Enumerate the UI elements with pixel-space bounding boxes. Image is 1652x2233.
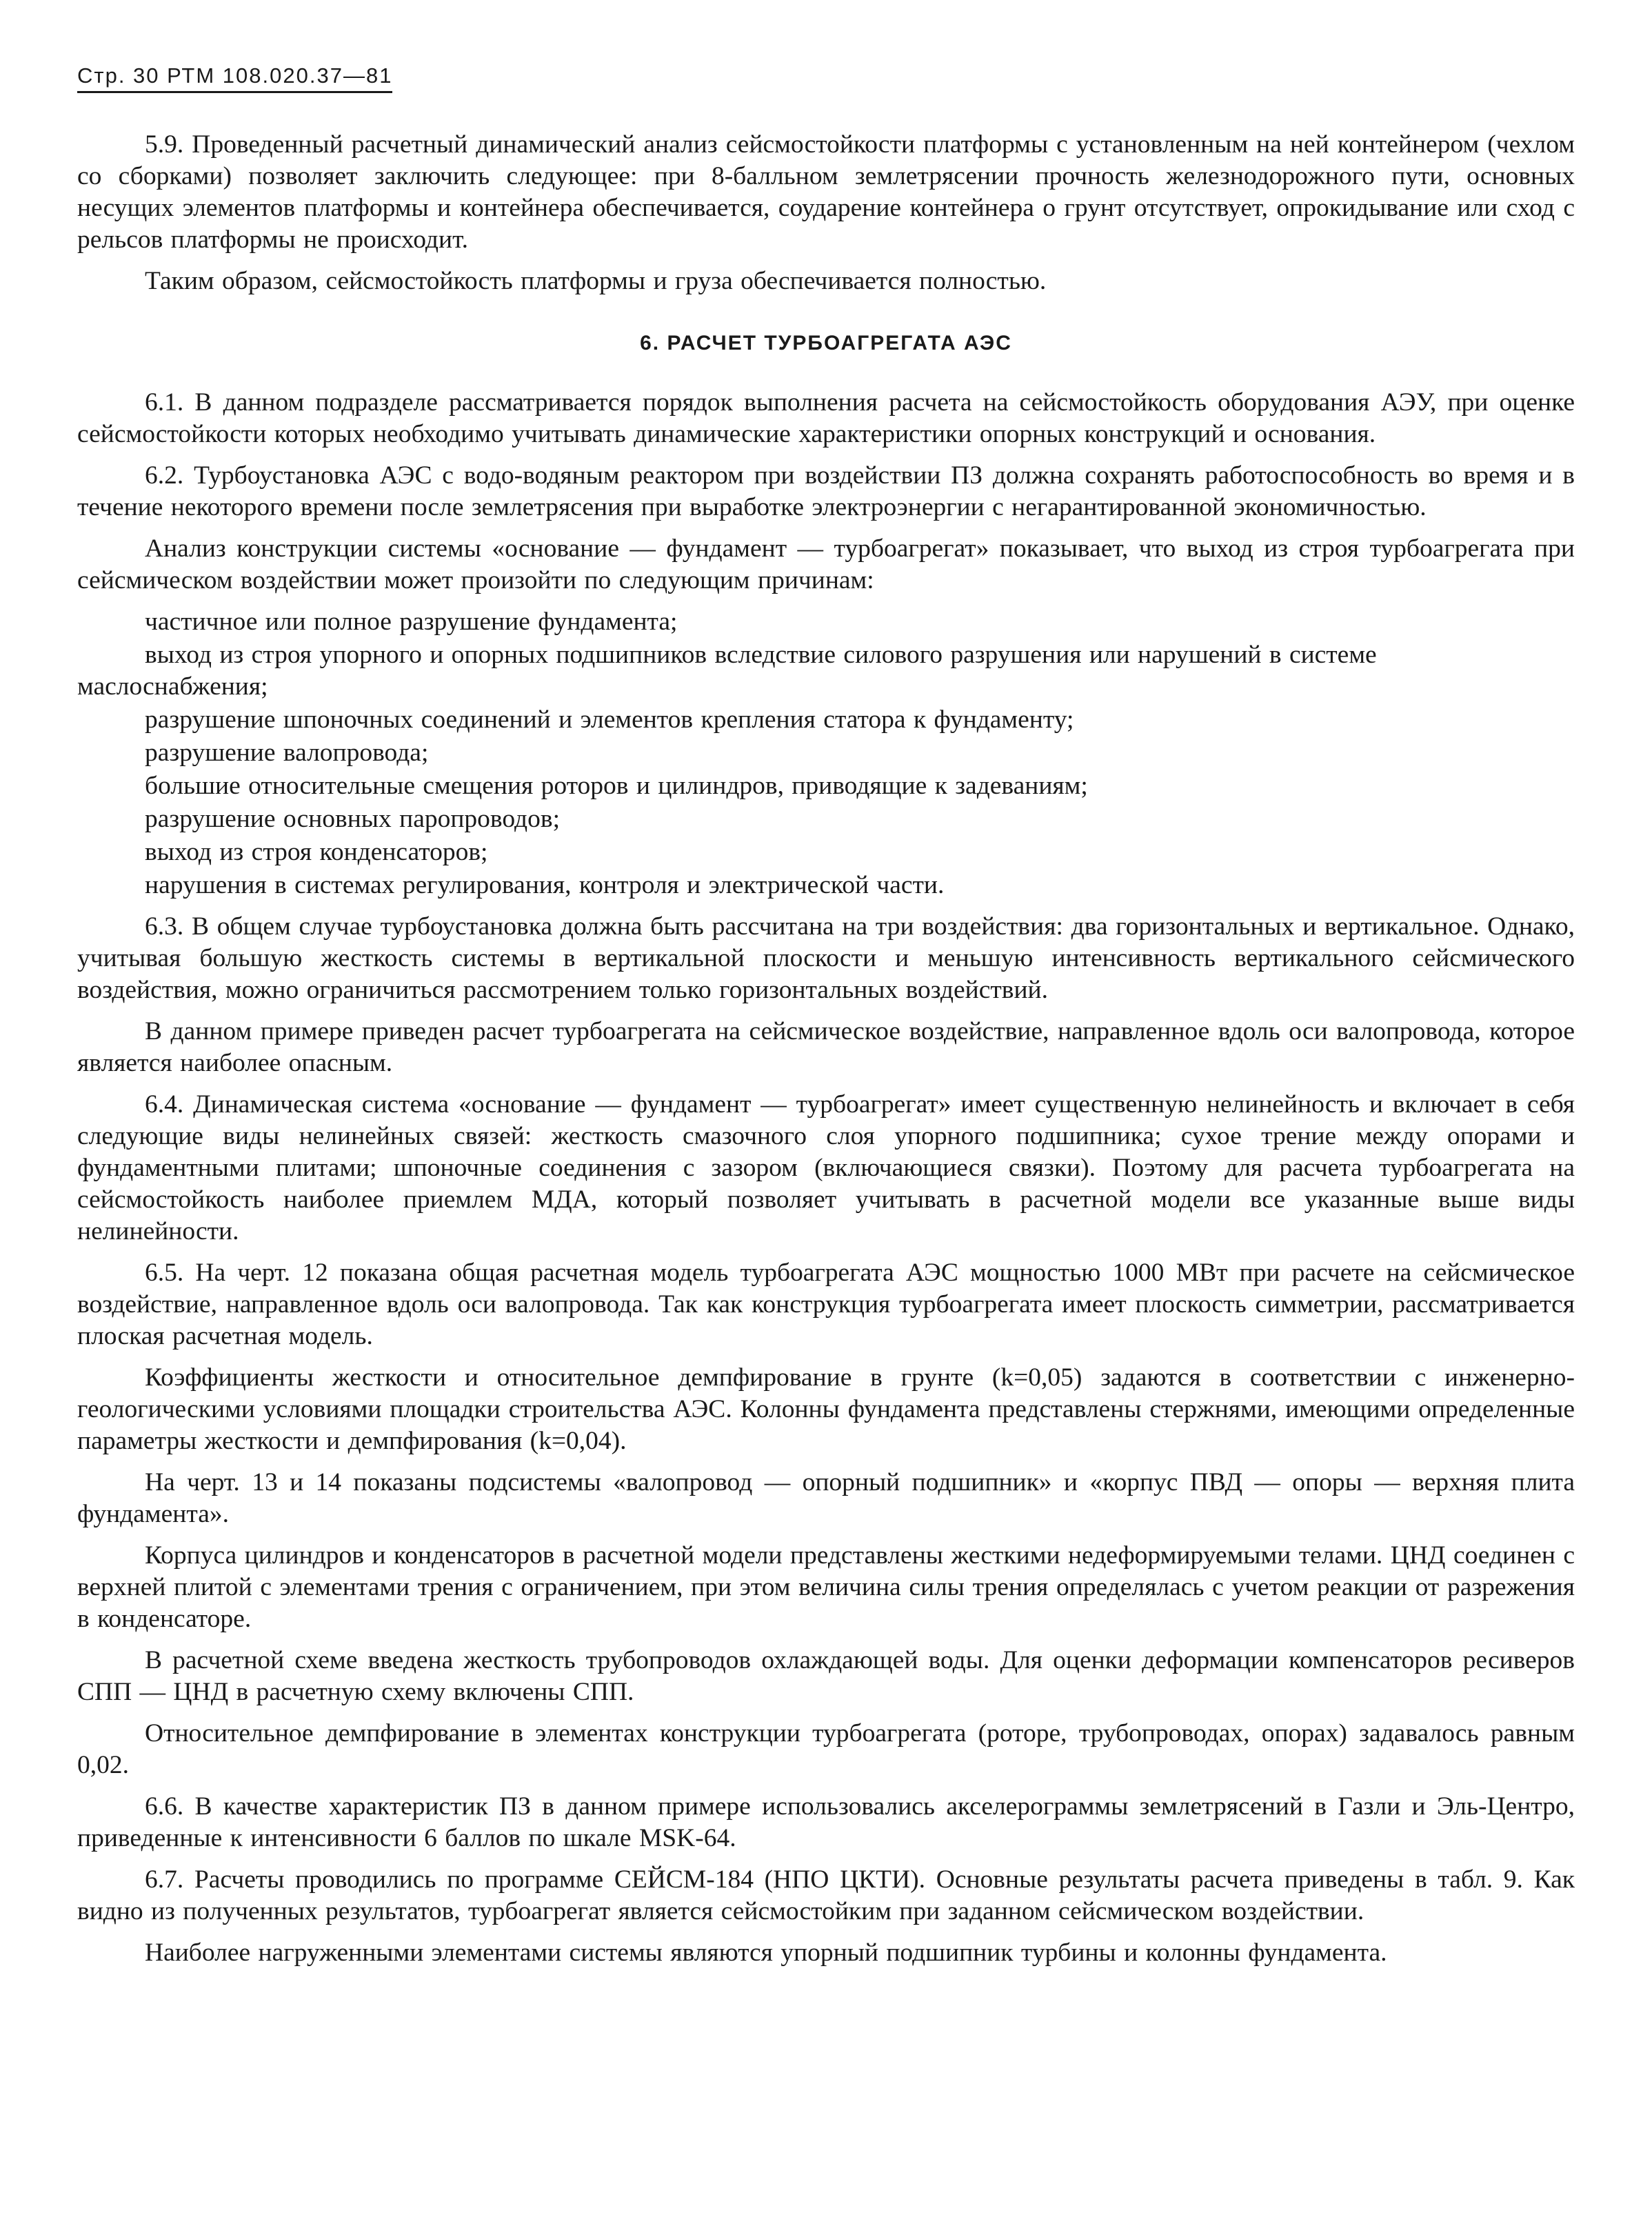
paragraph-coefficients: Коэффициенты жесткости и относительное демпфирование в грунте (k=0,05) задаются в соответствии с инженерно-геологическими условиями площадки строительства АЭС. Колонны фундамента представлены стержнями, имеющими определенные параметры жесткости и демпфирования (k=0,04). (77, 1363, 1575, 1455)
paragraph-6-5: 6.5. На черт. 12 показана общая расчетная модель турбоагрегата АЭС мощностью 1000 МВт при расчете на сейсмическое воздействие, направленное вдоль оси валопровода. Так как конструкция турбоагрегата имеет плоскость симметрии, рассматривается плоская расчетная модель. (77, 1259, 1575, 1350)
paragraph-6-7: 6.7. Расчеты проводились по программе СЕЙСМ-184 (НПО ЦКТИ). Основные результаты расчета приведены в табл. 9. Как видно из полученных результатов, турбоагрегат является сейсмостойким при заданном сейсмическом воздействии. (77, 1865, 1575, 1925)
paragraph-6-1: 6.1. В данном подразделе рассматривается порядок выполнения расчета на сейсмостойкость оборудования АЭУ, при оценке сейсмостойкости которых необходимо учитывать динамические характеристики опорных конструкций и основания. (77, 388, 1575, 448)
cause-item: нарушения в системах регулирования, контроля и электрической части. (145, 871, 945, 899)
cause-item: разрушение шпоночных соединений и элементов крепления статора к фундаменту; (145, 705, 1074, 734)
paragraph-loaded-elements: Наиболее нагруженными элементами системы являются упорный подшипник турбины и колонны фундамента. (145, 1939, 1387, 1967)
cause-item: большие относительные смещения роторов и цилиндров, приводящие к задеваниям; (145, 772, 1088, 800)
paragraph-example: В данном примере приведен расчет турбоагрегата на сейсмическое воздействие, направленное вдоль оси валопровода, которое является наиболее опасным. (77, 1017, 1575, 1077)
paragraph-damping: Относительное демпфирование в элементах конструкции турбоагрегата (роторе, трубопроводах, опорах) задавалось равным 0,02. (77, 1719, 1575, 1779)
section-title: 6. РАСЧЕТ ТУРБОАГРЕГАТА АЭС (640, 332, 1012, 354)
document-page (77, 63, 1575, 1979)
cause-item: разрушение валопровода; (145, 739, 429, 767)
paragraph-conclusion: Таким образом, сейсмостойкость платформы и груза обеспечивается полностью. (145, 267, 1047, 295)
cause-item: разрушение основных паропроводов; (145, 805, 560, 833)
paragraph-5-9: 5.9. Проведенный расчетный динамический анализ сейсмостойкости платформы с установленным на ней контейнером (чехлом со сборками) позволяет заключить следующее: при 8-балльном землетрясении прочность железнодорожного пути, основных несущих элементов платформы и контейнера обеспечивается, соударение контейнера о грунт отсутствует, опрокидывание или сход с рельсов платформы не происходит. (77, 130, 1575, 254)
paragraph-6-2: 6.2. Турбоустановка АЭС с водо-водяным реактором при воздействии ПЗ должна сохранять работоспособность во время и в течение некоторого времени после землетрясения при выработке электроэнергии с негарантированной экономичностью. (77, 461, 1575, 521)
paragraph-bodies: Корпуса цилиндров и конденсаторов в расчетной модели представлены жесткими недеформируемыми телами. ЦНД соединен с верхней плитой с элементами трения с ограничением, при этом величина силы трения определялась с учетом реакции от разрежения в конденсаторе. (77, 1541, 1575, 1633)
cause-item: выход из строя упорного и опорных подшипников вследствие силового разрушения или нарушений в системе маслоснабжения; (77, 641, 1377, 701)
cause-item: частичное или полное разрушение фундамента; (145, 608, 678, 636)
paragraph-6-6: 6.6. В качестве характеристик ПЗ в данном примере использовались акселерограммы землетрясений в Газли и Эль-Центро, приведенные к интенсивности 6 баллов по шкале MSK-64. (77, 1792, 1575, 1852)
paragraph-6-3: 6.3. В общем случае турбоустановка должна быть рассчитана на три воздействия: два горизонтальных и вертикальное. Однако, учитывая большую жесткость системы в вертикальной плоскости и меньшую интенсивность вертикального сейсмического воздействия, можно ограничиться рассмотрением только горизонтальных воздействий. (77, 912, 1575, 1004)
paragraph-drawings: На черт. 13 и 14 показаны подсистемы «валопровод — опорный подшипник» и «корпус ПВД — опоры — верхняя плита фундамента». (77, 1468, 1575, 1528)
paragraph-pipes: В расчетной схеме введена жесткость трубопроводов охлаждающей воды. Для оценки деформации компенсаторов ресиверов СПП — ЦНД в расчетную схему включены СПП. (77, 1646, 1575, 1706)
paragraph-analysis: Анализ конструкции системы «основание — фундамент — турбоагрегат» показывает, что выход из строя турбоагрегата при сейсмическом воздействии может произойти по следующим причинам: (77, 534, 1575, 594)
page-header: Стр. 30 РТМ 108.020.37—81 (77, 63, 392, 93)
cause-item: выход из строя конденсаторов; (145, 838, 488, 866)
paragraph-6-4: 6.4. Динамическая система «основание — фундамент — турбоагрегат» имеет существенную нелинейность и включает в себя следующие виды нелинейных связей: жесткость смазочного слоя упорного подшипника; сухое трение между опорами и фундаментными плитами; шпоночные соединения с зазором (включающиеся связки). Поэтому для расчета турбоагрегата на сейсмостойкость наиболее приемлем МДА, который позволяет учитывать в расчетной модели все указанные выше виды нелинейности. (77, 1090, 1575, 1245)
